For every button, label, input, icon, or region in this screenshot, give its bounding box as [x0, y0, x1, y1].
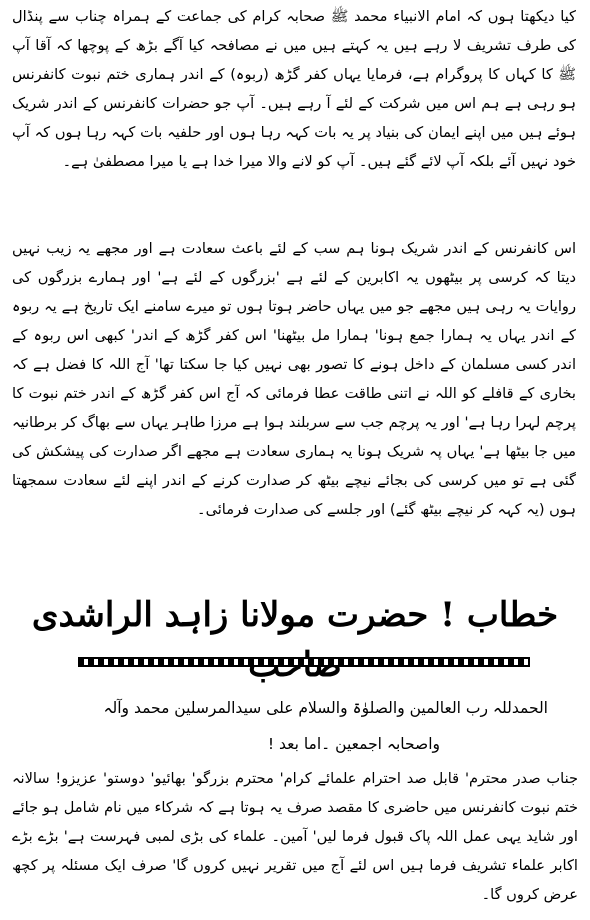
- speech-paragraph: جناب صدر محترم' قابل صد احترام علمائے کرام' محترم بزرگو' بھائیو' دوستو' عزیزو! سالانہ ختم نبوت کانفرنس میں حاضری کا مقصد صرف یہ ہوتا ہے کہ شرکاء میں نام شامل ہو جائے اور شاید یہی عمل اللہ پاک قبول فرما لیں' آمین۔ علماء کی بڑی لمبی فہرست ہے' بڑے بڑے اکابر علماء تشریف فرما ہیں اس لئے آج میں تقریر نہیں کروں گا' صرف ایک مسئلہ پر کچھ عرض کروں گا۔: [12, 770, 578, 903]
- opening-praise-line-2: واصحابہ اجمعین ۔اما بعد !: [267, 735, 440, 753]
- conference-paragraph: اس کانفرنس کے اندر شریک ہونا ہم سب کے لئے باعث سعادت ہے اور مجھے یہ زیب نہیں دیتا کہ کرسی پر بیٹھوں یہ اکابرین کے لئے ہے 'بزرگوں کے لئے ہے' اور ہمارے بزرگوں کی روایات یہ رہی ہیں مجھے جو میں یہاں حاضر ہوتا ہوں تو میرے سامنے ایک تاریخ ہے یہ ربوہ کے اندر یہاں یہ ہمارا جمع ہونا' ہمارا مل بیٹھنا' اس کفر گڑھ کے اندر' کبھی اس ربوہ کے اندر کسی مسلمان کے داخل ہونے کا تصور بھی نہیں کیا جا سکتا تھا' آج اللہ کا فضل ہے کہ بخاری کے قافلے کو اللہ نے اتنی طاقت عطا فرمائی کہ آج اس کفر گڑھ کے اندر ختم نبوت کا پرچم لہرا رہا ہے' اور یہ پرچم جب سے سربلند ہوا ہے مرزا طاہر یہاں سے بھاگ کر برطانیہ میں جا بیٹھا ہے' یہاں پہ شریک ہونا یہ ہماری سعادت ہے مجھے اگر صدارت کی پیشکش کی گئی ہے تو میں کرسی کی بجائے نیچے بیٹھ کر صدارت کرنے کے اندر اپنے لئے سعادت سمجھتا ہوں (یہ کہہ کر نیچے بیٹھ گئے) اور جلسے کی صدارت فرمائی۔: [12, 240, 576, 518]
- intro-paragraph: کیا دیکھتا ہوں کہ امام الانبیاء محمد ﷺ صحابہ کرام کی جماعت کے ہمراہ چناب سے پنڈال کی طرف تشریف لا رہے ہیں یہ کہتے ہیں میں نے مصافحہ کیا آگے بڑھ کے پوچھا کہ آقا آپ ﷺ کا کہاں کا پروگرام ہے، فرمایا یہاں کفر گڑھ (ربوہ) کے اندر ہماری ختم نبوت کانفرنس ہو رہی ہے ہم اس میں شرکت کے لئے آ رہے ہیں۔ آپ جو حضرات کانفرنس کے اندر شریک ہوئے ہیں میں اپنے ایمان کی بنیاد پر یہ بات کہہ رہا ہوں اور حلفیہ بات کہہ رہا ہوں کہ آپ خود نہیں آئے بلکہ آپ لائے گئے ہیں۔ آپ کو لانے والا میرا خدا ہے یا میرا مصطفیٰ ہے۔: [12, 8, 576, 170]
- decorative-divider: [78, 657, 530, 667]
- opening-praise-line-1: الحمدللہ رب العالمین والصلوٰۃ والسلام علی سیدالمرسلین محمد وآلہ: [103, 699, 548, 717]
- speech-heading: خطاب ! حضرت مولانا زاہد الراشدی: [31, 595, 559, 635]
